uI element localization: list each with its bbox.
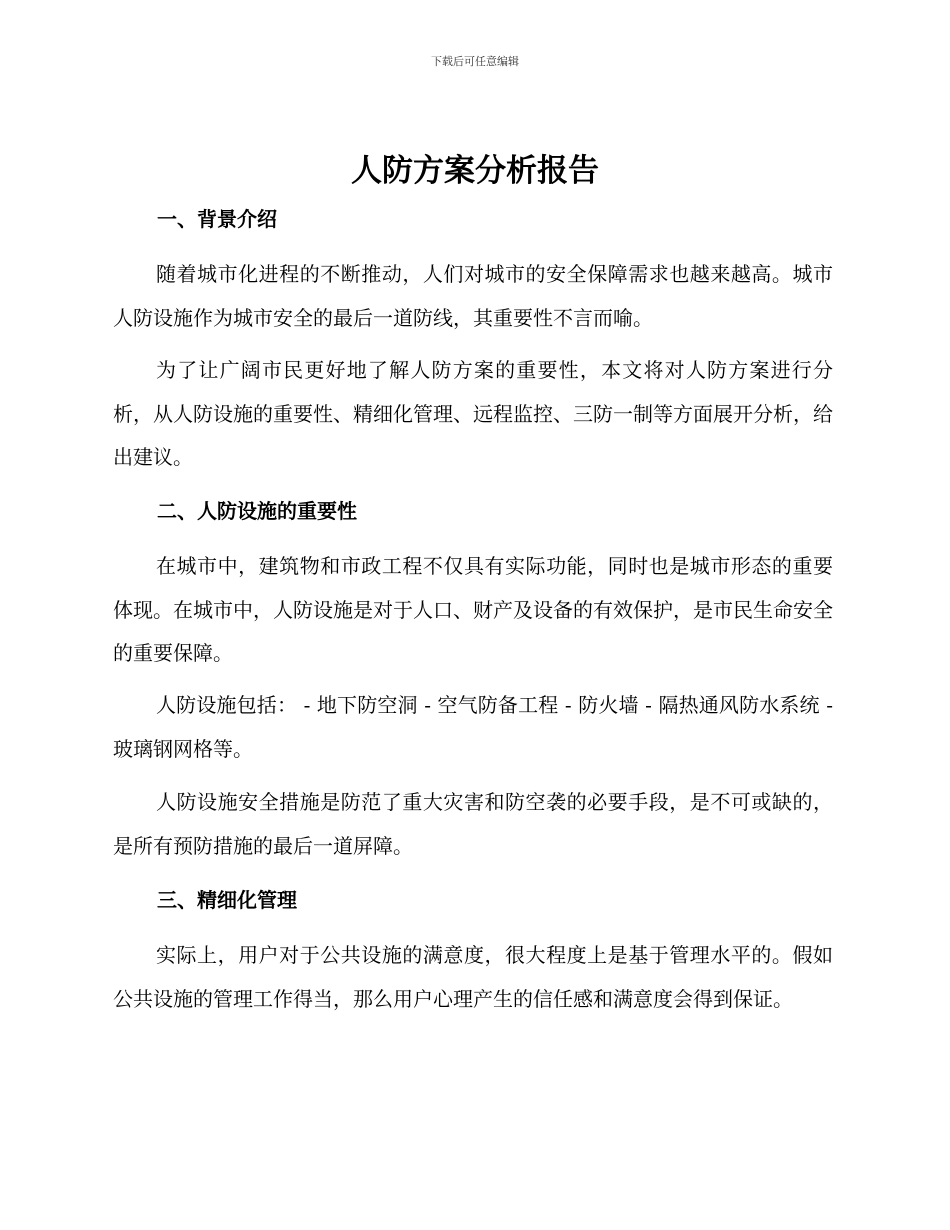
paragraph: 实际上，用户对于公共设施的满意度，很大程度上是基于管理水平的。假如公共设施的管理工作得当，那么用户心理产生的信任感和满意度会得到保证。 xyxy=(113,943,833,1011)
paragraph: 在城市中，建筑物和市政工程不仅具有实际功能，同时也是城市形态的重要体现。在城市中，人防设施是对于人口、财产及设备的有效保护，是市民生命安全的重要保障。 xyxy=(113,554,833,665)
document-title: 人防方案分析报告 xyxy=(351,153,599,189)
paragraph: 人防设施安全措施是防范了重大灾害和防空袭的必要手段，是不可或缺的，是所有预防措施的最后一道屏障。 xyxy=(113,790,833,858)
paragraph: 为了让广阔市民更好地了解人防方案的重要性，本文将对人防方案进行分析，从人防设施的重要性、精细化管理、远程监控、三防一制等方面展开分析，给出建议。 xyxy=(113,358,833,469)
section-heading-fine-management: 三、精细化管理 xyxy=(157,888,297,912)
section-heading-background: 一、背景介绍 xyxy=(157,207,277,231)
header-note: 下载后可任意编辑 xyxy=(431,55,519,68)
section-heading-importance: 二、人防设施的重要性 xyxy=(157,499,357,523)
paragraph: 随着城市化进程的不断推动，人们对城市的安全保障需求也越来越高。城市人防设施作为城市安全的最后一道防线，其重要性不言而喻。 xyxy=(113,262,833,330)
paragraph: 人防设施包括： - 地下防空洞 - 空气防备工程 - 防火墙 - 隔热通风防水系统 - 玻璃钢网格等。 xyxy=(113,693,833,761)
